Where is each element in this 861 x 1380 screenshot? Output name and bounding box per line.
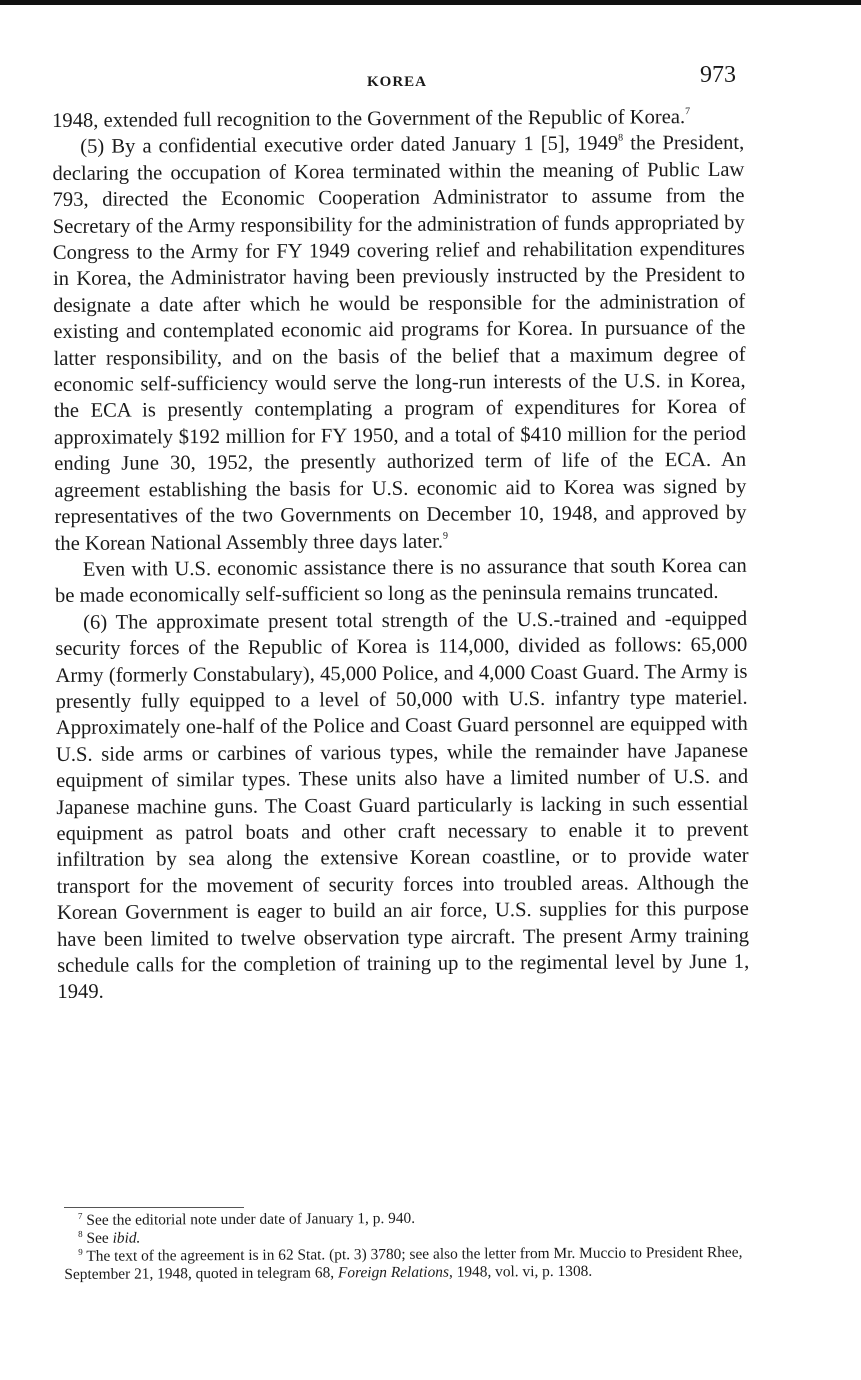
running-head: KOREA	[366, 74, 427, 90]
footnote-ref-8: 8	[618, 132, 624, 144]
paragraph-economic-assistance	[55, 553, 747, 610]
footnotes	[64, 1208, 750, 1284]
footnote-text: See the editorial note under date of January 1, p. 940.	[82, 1209, 416, 1229]
paragraph-text: Even with U.S. economic assistance there is no assurance that south Korea can be made economically self-sufficient so long as the peninsula remains truncated.	[54, 554, 747, 608]
paragraph-6	[55, 605, 749, 1005]
footnote-italic: Foreign Relations	[337, 1263, 449, 1282]
footnote-marker: 9	[78, 1246, 83, 1257]
footnote-9	[64, 1244, 750, 1284]
footnote-marker: 7	[77, 1210, 83, 1221]
footnote-tail: , 1948, vol. vi, p. 1308.	[448, 1262, 593, 1281]
top-border-rule	[0, 0, 861, 5]
paragraph-text: 1948, extended full recognition to the Government of the Republic of Korea.	[52, 106, 686, 132]
footnote-text: The text of the agreement is in 62 Stat. (pt. 3) 3780; see also the letter from Mr. Muccio to President Rhee, September 21, 1948, quoted in telegram 68,	[64, 1243, 743, 1283]
footnote-ref-7: 7	[685, 106, 691, 118]
paragraph-5	[52, 130, 747, 557]
footnote-divider	[64, 1207, 244, 1208]
paragraph-text: the President, declaring the occupation of Korea terminated within the meaning of Public Law 793, directed the Economic Cooperation Administrator to assume from the Secretary of the Army responsibility for the administration of funds appropriated by Congress to the Army for FY 1949 covering relief and rehabilitation expenditures in Korea, the Administrator having been previously instructed by the President to designate a date after which he would be responsible for the administration of existing and contemplated economic aid programs for Korea. In pursuance of the latter responsibility, and on the basis of the belief that a maximum degree of economic self-sufficiency would serve the long-run interests of the U.S. in Korea, the ECA is presently contemplating a program of expenditures for Korea of approximately $192 million for FY 1950, and a total of $410 million for the period ending June 30, 1952, the presently authorized term of life of the ECA. An agreement establishing the basis for U.S. economic aid to Korea was signed by representatives of the two Governments on December 10, 1948, and approved by the Korean National Assembly three days later.	[52, 132, 747, 555]
paragraph-lead: (5) By a confidential executive order dated January 1 [5], 1949	[80, 132, 619, 159]
page-header	[52, 62, 742, 98]
paragraph-text: (6) The approximate present total strength of the U.S.-trained and -equipped security forces of the Republic of Korea is 114,000, divided as follows: 65,000 Army (formerly Constabulary), 45,000 Police, and 4,000 Coast Guard. The Army is presently fully equipped to a level of 50,000 with U.S. infantry type materiel. Approximately one-half of the Police and Coast Guard personnel are equipped with U.S. side arms or carbines of various types, while the remainder have Japanese equipment of similar types. These units also have a limited number of U.S. and Japanese machine guns. The Coast Guard particularly is lacking in such essential equipment as patrol boats and other craft necessary to enable it to prevent infiltration by sea along the extensive Korean coastline, or to provide water transport for the movement of security forces into troubled areas. Although the Korean Government is eager to build an air force, U.S. supplies for this purpose have been limited to twelve observation type aircraft. The present Army training schedule calls for the completion of training up to the regimental level by June 1, 1949.	[55, 607, 750, 1004]
body-text	[52, 104, 749, 1006]
page-number: 973	[700, 62, 736, 88]
footnote-marker: 8	[78, 1228, 83, 1239]
footnote-text: See	[82, 1229, 113, 1247]
footnote-ref-9: 9	[442, 530, 448, 542]
paragraph-continuation	[52, 104, 744, 135]
footnote-italic: ibid.	[112, 1229, 141, 1247]
